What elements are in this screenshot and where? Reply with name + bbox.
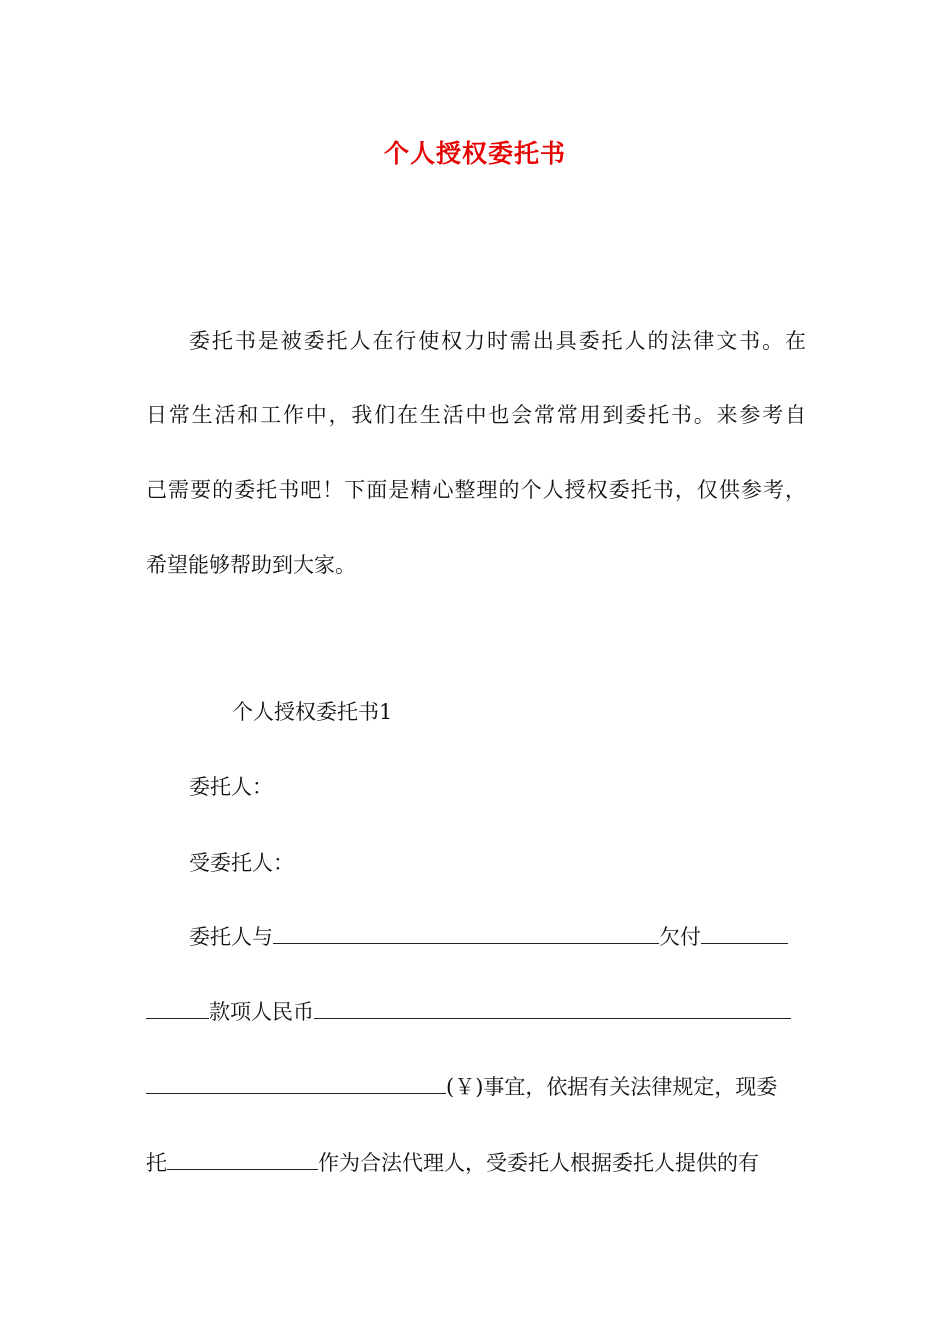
principal-label: 委托人：: [189, 775, 273, 799]
clause-line-2: [146, 997, 806, 1027]
section-heading: 个人授权委托书1: [232, 700, 393, 724]
fill-blank-amount[interactable]: [314, 998, 791, 1019]
intro-line-4: 希望能够帮助到大家。: [146, 553, 356, 577]
fill-blank-debtor[interactable]: [701, 923, 788, 944]
clause-text: 款项人民币: [209, 1000, 314, 1024]
clause-text: 托: [146, 1151, 167, 1175]
clause-text: 欠付: [659, 925, 701, 949]
page-title: 个人授权委托书: [383, 139, 566, 168]
intro-line-2: 日常生活和工作中，我们在生活中也会常常用到委托书。来参考自: [146, 403, 806, 427]
agent-label: 受委托人：: [189, 851, 294, 875]
clause-text: (￥)事宜，依据有关法律规定，现委: [446, 1075, 778, 1099]
clause-text: 作为合法代理人，受委托人根据委托人提供的有: [318, 1151, 759, 1175]
intro-line-1: 委托书是被委托人在行使权力时需出具委托人的法律文书。在: [189, 329, 806, 353]
fill-blank-amount-cont[interactable]: [146, 1073, 446, 1094]
clause-text: 委托人与: [189, 925, 273, 949]
clause-line-3: [146, 1072, 806, 1102]
clause-line-1: [189, 922, 806, 952]
fill-blank-creditor[interactable]: [273, 923, 659, 944]
fill-blank-debtor-cont[interactable]: [146, 998, 209, 1019]
clause-line-4: [146, 1148, 806, 1178]
intro-line-3: 己需要的委托书吧！下面是精心整理的个人授权委托书，仅供参考，: [146, 478, 806, 502]
fill-blank-agent-name[interactable]: [167, 1149, 318, 1170]
